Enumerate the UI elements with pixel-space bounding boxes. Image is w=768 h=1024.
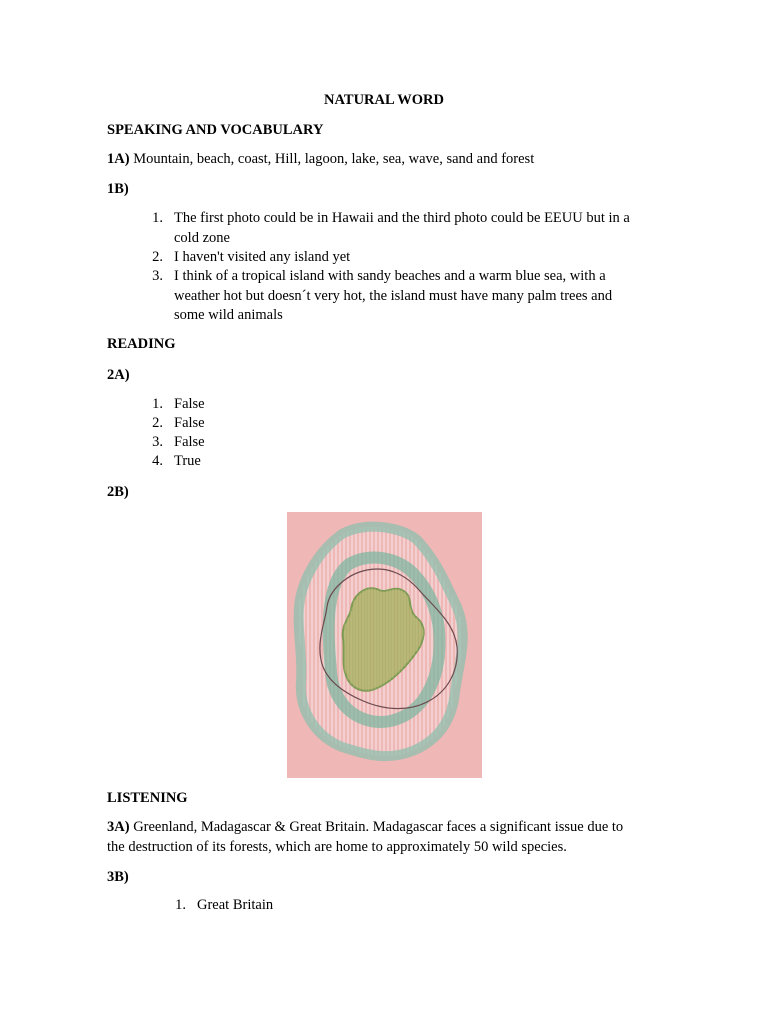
list-item-text: The first photo could be in Hawaii and the third photo could be EEUU but in a xyxy=(174,210,630,226)
answer-text: Mountain, beach, coast, Hill, lagoon, lake, sea, wave, sand and forest xyxy=(133,151,535,167)
question-label-2b: 2B) xyxy=(107,484,129,500)
list-item-text: I haven't visited any island yet xyxy=(174,249,351,265)
page-title: NATURAL WORD xyxy=(324,92,444,108)
list-item-text: False xyxy=(174,396,205,412)
answer-3a xyxy=(107,818,623,838)
island-drawing-svg xyxy=(287,512,482,778)
question-label-3b: 3B) xyxy=(107,869,129,885)
section-heading-speaking: SPEAKING AND VOCABULARY xyxy=(107,122,324,138)
question-label: 1A) xyxy=(107,151,130,167)
list-number: 2. xyxy=(152,249,163,265)
list-number: 3. xyxy=(152,268,163,284)
list-number: 1. xyxy=(175,897,186,913)
list-item-text: some wild animals xyxy=(174,307,283,323)
answer-3a-line-2: the destruction of its forests, which are home to approximately 50 wild species. xyxy=(107,839,567,855)
section-heading-listening: LISTENING xyxy=(107,790,188,806)
island-drawing-image xyxy=(287,512,482,778)
question-label-1b: 1B) xyxy=(107,181,129,197)
list-item-text: cold zone xyxy=(174,230,230,246)
list-number: 1. xyxy=(152,210,163,226)
list-item-text: I think of a tropical island with sandy beaches and a warm blue sea, with a xyxy=(174,268,606,284)
question-label-2a: 2A) xyxy=(107,367,130,383)
list-number: 1. xyxy=(152,396,163,412)
list-item-text: False xyxy=(174,434,205,450)
list-number: 2. xyxy=(152,415,163,431)
list-number: 4. xyxy=(152,453,163,469)
list-item-text: Great Britain xyxy=(197,897,274,913)
section-heading-reading: READING xyxy=(107,336,176,352)
answer-1a xyxy=(107,150,534,170)
list-item-text: False xyxy=(174,415,205,431)
list-item-text: weather hot but doesn´t very hot, the island must have many palm trees and xyxy=(174,288,613,304)
list-item-text: True xyxy=(174,453,201,469)
answer-text: Greenland, Madagascar & Great Britain. Madagascar faces a significant issue due to xyxy=(133,819,624,835)
question-label: 3A) xyxy=(107,819,130,835)
list-number: 3. xyxy=(152,434,163,450)
